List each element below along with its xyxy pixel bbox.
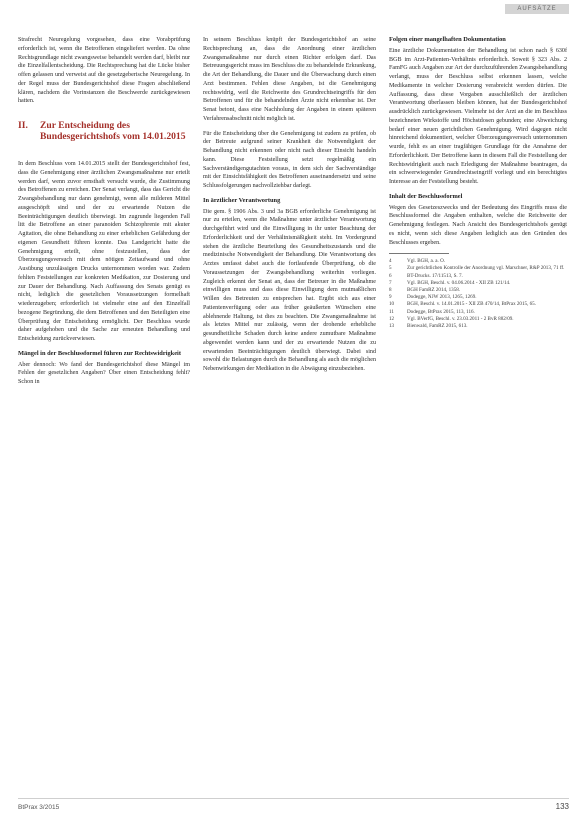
section-heading: [18, 120, 190, 142]
subheading: Mängel in der Beschlussformel führen zur Rechtswidrigkeit: [18, 349, 181, 357]
footnote: [389, 280, 567, 287]
body-paragraph: Für die Entscheidung über die Genehmigung ist zudem zu prüfen, ob der Betreute aufgrund seiner Krankheit die Notwendigkeit der Behandlung nicht erkennen oder nicht nach dieser Einsicht handeln kann. Diese Feststellung setzt regelmäßig ein Sachverständigengutachten voraus, in dem sich der Sachverständige mit der Einsichtsfähigkeit des Betroffenen auseinandersetzt und seine Schlussfolgerungen nachvollziehbar darlegt.: [203, 130, 376, 189]
column-left: [18, 36, 190, 784]
footnote-text: BGH, Beschl. v. 14.01.2015 - XII ZB 470/14, BtPrax 2015, 65.: [407, 301, 536, 308]
subheading: Inhalt der Beschlussformel: [389, 192, 463, 200]
footnote-number: 6: [389, 272, 392, 279]
column-middle: [203, 36, 376, 784]
column-right: [389, 36, 567, 784]
footnote-number: 4: [389, 258, 392, 265]
intro-paragraph: Strafrecht Neuregelung vorgesehen, dass eine Vorabprüfung erforderlich ist, wenn die Betroffenen eingeliefert werden. Da ohne Rechtsgrundlage nicht zwangsweise behandelt werden darf, bleibt nur die Einzelfallentscheidung. Die Rechtsprechung hat die Lücke bisher offen gelassen und verweist auf die gesetzgeberische Neuregelung. In der Regel muss der Bundesgerichtshof diese Fragen abschließend klären, nachdem die Vorinstanzen die Beschwerde zurückgewiesen hatten.: [18, 37, 190, 105]
footnote-number: 8: [389, 287, 392, 294]
footnote-divider: [389, 253, 449, 254]
section-number: II.: [18, 120, 28, 131]
footnote: [389, 309, 567, 316]
footnote-text: Bienwald, FamRZ 2015, 613.: [407, 323, 468, 330]
footnote: [389, 273, 567, 280]
footnote-number: 9: [389, 294, 392, 301]
footnote: [389, 301, 567, 308]
footnote-text: BGH FamRZ 2014, 1358.: [407, 287, 461, 294]
footnote-number: 12: [389, 315, 395, 322]
footnote: [389, 323, 567, 330]
body-paragraph: Eine ärztliche Dokumentation der Behandlung ist schon nach § 630f BGB im Arzt-Patienten-Verhältnis erforderlich. Soweit § 323 Abs. 2 FamFG auch Angaben zur Art der durchzuführenden Zwangsbehandlung verlangt, muss der Beschluss selbst erkennen lassen, welche Medikamente in welcher Dosierung verabreicht werden dürfen. Die Auffassung, dass diese Vorgaben ausschließlich der ärztlichen Verantwortung überlassen bleiben können, hat der Bundesgerichtshof ausdrücklich zurückgewiesen. Vielmehr ist der Arzt an die im Beschluss bezeichneten Wirkstoffe und Höchstdosen gebunden; eine Abweichung bedarf einer neuen gerichtlichen Genehmigung. Wird dagegen nicht hinreichend dokumentiert, welcher Überzeugungsversuch unternommen wurde, fehlt es an einer tragfähigen Grundlage für die Annahme der Erforderlichkeit. Der Betroffene kann in diesem Fall die Feststellung der Rechtswidrigkeit auch nach Erledigung der Maßnahme beantragen, da ein schwerwiegender Grundrechtseingriff vorliegt und ein berechtigtes Interesse an der Feststellung besteht.: [389, 47, 567, 185]
footnote-text: BT-Drucks. 17/11513, S. 7.: [407, 272, 463, 279]
footnote-number: 7: [389, 279, 392, 286]
footnote-number: 13: [389, 323, 395, 330]
subheading: Folgen einer mangelhaften Dokumentation: [389, 36, 506, 43]
footnote: [389, 316, 567, 323]
body-paragraph: In dem Beschluss vom 14.01.2015 stellt der Bundesgerichtshof fest, dass die Genehmigung einer ärztlichen Zwangsmaßnahme nur erteilt werden darf, wenn zuvor ernsthaft versucht wurde, die Zustimmung des Betroffenen zu erreichen. Der Senat verlangt, dass das Gericht die Zwangsbehandlung nur dann genehmigt, wenn alle milderen Mittel ausgeschöpft sind und der zu erwartende Nutzen die Beeinträchtigungen deutlich überwiegt. Im zugrunde liegenden Fall litt die Betroffene an einer paranoiden Schizophrenie mit akuter Agitation, die ohne Behandlung zu einer erheblichen Gefährdung der eigenen Gesundheit führen konnte. Das Landgericht hatte die Genehmigung erteilt, ohne festzustellen, dass der Überzeugungsversuch mit dem nötigen Zeitaufwand und ohne Ausübung unzulässigen Drucks unternommen worden war. Zudem fehlten Feststellungen zur konkreten Medikation, zur Dosierung und zur Dauer der Behandlung. Nach Auffassung des Senats genügt es nicht, lediglich die gesetzlichen Voraussetzungen formelhaft wiederzugeben; erforderlich ist vielmehr eine auf den Einzelfall bezogene Begründung, die dem Betroffenen und den Beteiligten eine Überprüfung der Entscheidung ermöglicht. Der Beschluss wurde daher aufgehoben und die Sache zur erneuten Behandlung und Entscheidung zurückverwiesen.: [18, 161, 190, 342]
subheading: In ärztlicher Verantwortung: [203, 196, 281, 204]
body-paragraph: Aber dennoch: Wo fand der Bundesgerichtshof diese Mängel im Fehlen der gesetzlichen Angaben? Über einen Entscheidung fehlt? Schon in: [18, 361, 190, 385]
footnote-text: Dodegge, BtPrax 2015, 113, 116.: [407, 308, 475, 315]
journal-issue: BtPrax 3/2015: [18, 804, 60, 811]
section-tag: AUFSÄTZE: [505, 4, 569, 14]
section-title: Zur Entscheidung des Bundesgerichtshofs vom 14.01.2015: [40, 120, 186, 142]
footnote-number: 11: [389, 308, 394, 315]
footnote: [389, 294, 567, 301]
footer-divider: [18, 798, 569, 799]
footnote: [389, 287, 567, 294]
body-paragraph: Wegen des Gesetzeszwecks und der Bedeutung des Eingriffs muss die Beschlussformel die Angaben enthalten, welche die Reichweite der Genehmigung festlegen. Nach Ansicht des Bundesgerichtshofs genügt es nicht, wenn sich diese Angaben lediglich aus den Gründen des Beschlusses ergeben.: [389, 204, 567, 246]
footnote-text: Dodegge, NJW 2013, 1265, 1269.: [407, 294, 477, 301]
footnote-text: Vgl. BGH, Beschl. v. 04.06.2014 - XII ZB 121/14.: [407, 279, 511, 286]
footnote-text: Zur gerichtlichen Kontrolle der Anordnung vgl. Marschner, R&P 2013, 71 ff.: [407, 265, 565, 272]
footnote-number: 5: [389, 265, 392, 272]
footnote-number: 10: [389, 301, 395, 308]
body-paragraph: Die gem. § 1906 Abs. 3 und 3a BGB erforderliche Genehmigung ist nur zu erteilen, wenn die Maßnahme unter ärztlicher Verantwortung durchgeführt wird und die Einwilligung in ihr unter Beachtung der Erforderlichkeit und der Verhältnismäßigkeit steht. Im Vordergrund stehen die ärztliche Beurteilung des Gesundheitszustands und die medizinische Notwendigkeit der Behandlung. Die Verantwortung des Arztes umfasst dabei auch die fortlaufende Überprüfung, ob die Voraussetzungen der Zwangsbehandlung weiterhin vorliegen. Zugleich erkennt der Senat an, dass der Betreuer in die Maßnahme einwilligen muss und dass diese Einwilligung dem mutmaßlichen Willen des Betreuten zu entsprechen hat. Ergibt sich aus einer Patientenverfügung oder aus früher geäußerten Wünschen eine ablehnende Haltung, ist dies zu beachten. Die Zwangsmaßnahme ist als letztes Mittel nur zulässig, wenn der drohende erhebliche gesundheitliche Schaden durch keine andere zumutbare Maßnahme abgewendet werden kann und der zu erwartende Nutzen die zu erwartenden Beeinträchtigungen deutlich überwiegt. Dabei sind sowohl die Belastungen durch die Behandlung als auch die möglichen Nebenwirkungen der Medikation in die Abwägung einzubeziehen.: [203, 208, 376, 372]
page-header: [0, 0, 587, 18]
footnote-text: Vgl. BGH, a. a. O.: [407, 258, 446, 265]
footnote-text: Vgl. BVerfG, Beschl. v. 23.03.2011 - 2 BvR 882/09.: [407, 315, 514, 322]
body-paragraph: In seinem Beschluss knüpft der Bundesgerichtshof an seine Rechtsprechung an, dass die Anordnung einer ärztlichen Zwangsmaßnahme nur durch einen Richter erfolgen darf. Das Betreuungsgericht muss im Beschluss die zu behandelnde Erkrankung, die Art der Behandlung, die Dauer und die Überwachung durch einen Arzt bestimmen. Fehlen diese Angaben, ist die Genehmigung rechtswidrig, weil die Reichweite des Grundrechtseingriffs für den Betroffenen und für die behandelnden Ärzte nicht erkennbar ist. Der Senat betont, dass eine Nachholung der Angaben in einem späteren Verfahrensabschnitt nicht möglich ist.: [203, 37, 376, 122]
footnote: [389, 265, 567, 272]
page-number: 133: [555, 802, 569, 811]
